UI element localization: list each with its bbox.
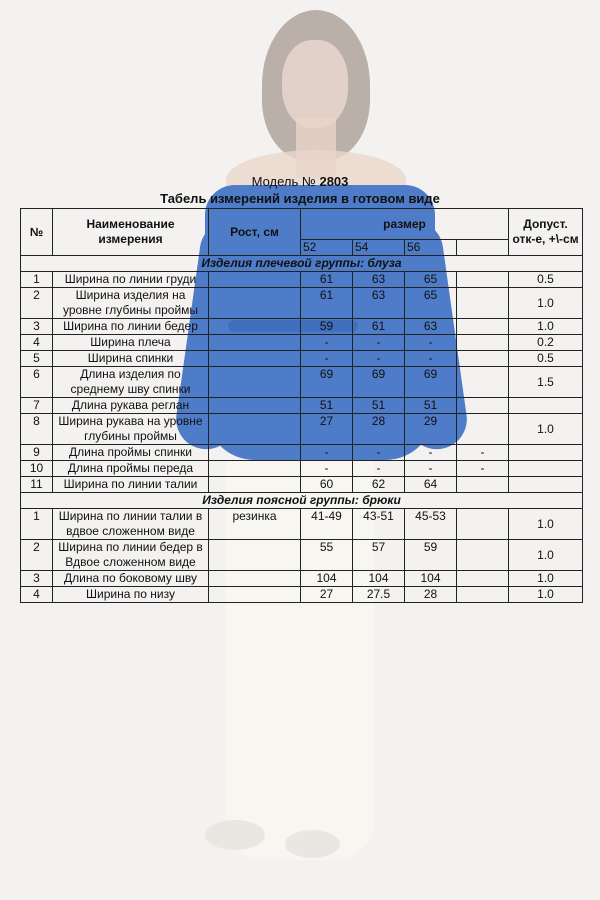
row-rost bbox=[209, 335, 301, 351]
row-rost bbox=[209, 445, 301, 461]
row-size-value: 55 bbox=[301, 540, 353, 571]
measurement-table bbox=[20, 208, 583, 603]
row-size-value: 28 bbox=[353, 414, 405, 445]
model-line bbox=[0, 174, 600, 189]
row-size-value: 41-49 bbox=[301, 509, 353, 540]
row-size-value: 69 bbox=[301, 367, 353, 398]
table-row bbox=[21, 571, 583, 587]
row-measurement-name: Ширина по низу bbox=[53, 587, 209, 603]
row-size-value: - bbox=[301, 445, 353, 461]
row-size-value bbox=[457, 509, 509, 540]
row-tolerance bbox=[509, 445, 583, 461]
table-body bbox=[21, 256, 583, 603]
row-rost bbox=[209, 571, 301, 587]
section-title: Изделия плечевой группы: блуза bbox=[21, 256, 583, 272]
table-row bbox=[21, 461, 583, 477]
row-size-value bbox=[457, 477, 509, 493]
row-measurement-name: Длина по боковому шву bbox=[53, 571, 209, 587]
table-title: Табель измерений изделия в готовом виде bbox=[160, 191, 440, 206]
table-row bbox=[21, 319, 583, 335]
row-size-value: 65 bbox=[405, 272, 457, 288]
row-measurement-name: Ширина по линии талии в вдвое сложенном виде bbox=[53, 509, 209, 540]
model-prefix: Модель № bbox=[251, 174, 316, 189]
row-size-value: 69 bbox=[405, 367, 457, 398]
row-number: 3 bbox=[21, 319, 53, 335]
row-tolerance: 1.0 bbox=[509, 288, 583, 319]
table-row bbox=[21, 509, 583, 540]
row-rost bbox=[209, 540, 301, 571]
table-row bbox=[21, 398, 583, 414]
size-4 bbox=[457, 240, 509, 256]
row-size-value: - bbox=[353, 461, 405, 477]
row-measurement-name: Длина рукава реглан bbox=[53, 398, 209, 414]
row-size-value bbox=[457, 587, 509, 603]
row-measurement-name: Длина проймы переда bbox=[53, 461, 209, 477]
row-number: 1 bbox=[21, 272, 53, 288]
row-number: 6 bbox=[21, 367, 53, 398]
row-size-value: - bbox=[301, 461, 353, 477]
row-rost bbox=[209, 461, 301, 477]
row-size-value bbox=[457, 367, 509, 398]
row-size-value: 51 bbox=[405, 398, 457, 414]
row-measurement-name: Ширина по линии бедер в Вдвое сложенном виде bbox=[53, 540, 209, 571]
row-size-value bbox=[457, 288, 509, 319]
row-size-value: - bbox=[457, 445, 509, 461]
size-3: 56 bbox=[405, 240, 457, 256]
size-2: 54 bbox=[353, 240, 405, 256]
header-row bbox=[21, 209, 583, 240]
row-number: 1 bbox=[21, 509, 53, 540]
row-measurement-name: Ширина спинки bbox=[53, 351, 209, 367]
header-no: № bbox=[21, 209, 53, 256]
row-measurement-name: Ширина плеча bbox=[53, 335, 209, 351]
row-size-value: - bbox=[301, 351, 353, 367]
row-number: 4 bbox=[21, 587, 53, 603]
row-size-value bbox=[457, 571, 509, 587]
row-size-value: 63 bbox=[353, 272, 405, 288]
row-size-value: - bbox=[405, 335, 457, 351]
row-rost bbox=[209, 477, 301, 493]
row-number: 2 bbox=[21, 288, 53, 319]
size-1: 52 bbox=[301, 240, 353, 256]
row-measurement-name: Длина изделия по среднему шву спинки bbox=[53, 367, 209, 398]
row-rost bbox=[209, 351, 301, 367]
table-row bbox=[21, 367, 583, 398]
table-row bbox=[21, 540, 583, 571]
row-size-value bbox=[457, 540, 509, 571]
row-rost bbox=[209, 414, 301, 445]
row-size-value: 64 bbox=[405, 477, 457, 493]
row-size-value: 27.5 bbox=[353, 587, 405, 603]
row-tolerance: 1.0 bbox=[509, 571, 583, 587]
row-tolerance: 1.0 bbox=[509, 540, 583, 571]
row-size-value: 60 bbox=[301, 477, 353, 493]
row-size-value: - bbox=[301, 335, 353, 351]
row-size-value bbox=[457, 335, 509, 351]
row-size-value: 59 bbox=[405, 540, 457, 571]
row-number: 4 bbox=[21, 335, 53, 351]
table-row bbox=[21, 587, 583, 603]
row-size-value: 43-51 bbox=[353, 509, 405, 540]
row-size-value: 27 bbox=[301, 414, 353, 445]
row-tolerance bbox=[509, 461, 583, 477]
row-tolerance: 1.0 bbox=[509, 319, 583, 335]
table-row bbox=[21, 477, 583, 493]
table-row bbox=[21, 414, 583, 445]
row-rost bbox=[209, 398, 301, 414]
row-rost bbox=[209, 319, 301, 335]
section-title: Изделия поясной группы: брюки bbox=[21, 493, 583, 509]
row-rost bbox=[209, 288, 301, 319]
row-measurement-name: Ширина рукава на уровне глубины проймы bbox=[53, 414, 209, 445]
row-tolerance: 0.5 bbox=[509, 351, 583, 367]
model-number: 2803 bbox=[319, 174, 349, 189]
header-rost: Рост, см bbox=[209, 209, 301, 256]
table-row bbox=[21, 335, 583, 351]
row-tolerance bbox=[509, 398, 583, 414]
row-rost bbox=[209, 587, 301, 603]
row-tolerance: 1.0 bbox=[509, 509, 583, 540]
row-number: 11 bbox=[21, 477, 53, 493]
row-size-value bbox=[457, 272, 509, 288]
table-row bbox=[21, 288, 583, 319]
row-measurement-name: Ширина по линии груди bbox=[53, 272, 209, 288]
row-size-value: 63 bbox=[405, 319, 457, 335]
row-size-value: 45-53 bbox=[405, 509, 457, 540]
section-header-row bbox=[21, 256, 583, 272]
row-size-value: 63 bbox=[353, 288, 405, 319]
row-size-value: 62 bbox=[353, 477, 405, 493]
row-size-value: 27 bbox=[301, 587, 353, 603]
row-size-value: 61 bbox=[301, 288, 353, 319]
row-tolerance: 1.5 bbox=[509, 367, 583, 398]
row-size-value bbox=[457, 414, 509, 445]
header-tolerance: Допуст. отк-е, +\-см bbox=[509, 209, 583, 256]
row-number: 3 bbox=[21, 571, 53, 587]
row-number: 8 bbox=[21, 414, 53, 445]
table-row bbox=[21, 272, 583, 288]
row-size-value bbox=[457, 398, 509, 414]
row-size-value: 29 bbox=[405, 414, 457, 445]
row-size-value: 28 bbox=[405, 587, 457, 603]
row-size-value: 104 bbox=[301, 571, 353, 587]
row-tolerance bbox=[509, 477, 583, 493]
row-size-value: 57 bbox=[353, 540, 405, 571]
row-rost: резинка bbox=[209, 509, 301, 540]
row-size-value: - bbox=[457, 461, 509, 477]
row-measurement-name: Ширина по линии бедер bbox=[53, 319, 209, 335]
row-number: 5 bbox=[21, 351, 53, 367]
row-rost bbox=[209, 367, 301, 398]
header-size: размер bbox=[301, 209, 509, 240]
table-row bbox=[21, 351, 583, 367]
row-tolerance: 0.2 bbox=[509, 335, 583, 351]
row-number: 9 bbox=[21, 445, 53, 461]
row-size-value: 69 bbox=[353, 367, 405, 398]
row-tolerance: 1.0 bbox=[509, 414, 583, 445]
row-rost bbox=[209, 272, 301, 288]
row-size-value: 104 bbox=[405, 571, 457, 587]
row-size-value: 61 bbox=[353, 319, 405, 335]
row-size-value: - bbox=[353, 335, 405, 351]
table-row bbox=[21, 445, 583, 461]
row-size-value: - bbox=[405, 445, 457, 461]
header-name: Наименование измерения bbox=[53, 209, 209, 256]
row-size-value: 59 bbox=[301, 319, 353, 335]
row-size-value: - bbox=[405, 351, 457, 367]
row-number: 2 bbox=[21, 540, 53, 571]
row-size-value bbox=[457, 351, 509, 367]
row-measurement-name: Ширина по линии талии bbox=[53, 477, 209, 493]
row-measurement-name: Длина проймы спинки bbox=[53, 445, 209, 461]
row-size-value: 65 bbox=[405, 288, 457, 319]
row-size-value: 51 bbox=[353, 398, 405, 414]
row-size-value: - bbox=[353, 445, 405, 461]
row-size-value: 61 bbox=[301, 272, 353, 288]
section-header-row bbox=[21, 493, 583, 509]
row-number: 7 bbox=[21, 398, 53, 414]
row-size-value: - bbox=[353, 351, 405, 367]
row-size-value bbox=[457, 319, 509, 335]
row-size-value: - bbox=[405, 461, 457, 477]
row-size-value: 51 bbox=[301, 398, 353, 414]
row-tolerance: 0.5 bbox=[509, 272, 583, 288]
row-size-value: 104 bbox=[353, 571, 405, 587]
row-number: 10 bbox=[21, 461, 53, 477]
row-measurement-name: Ширина изделия на уровне глубины проймы bbox=[53, 288, 209, 319]
row-tolerance: 1.0 bbox=[509, 587, 583, 603]
